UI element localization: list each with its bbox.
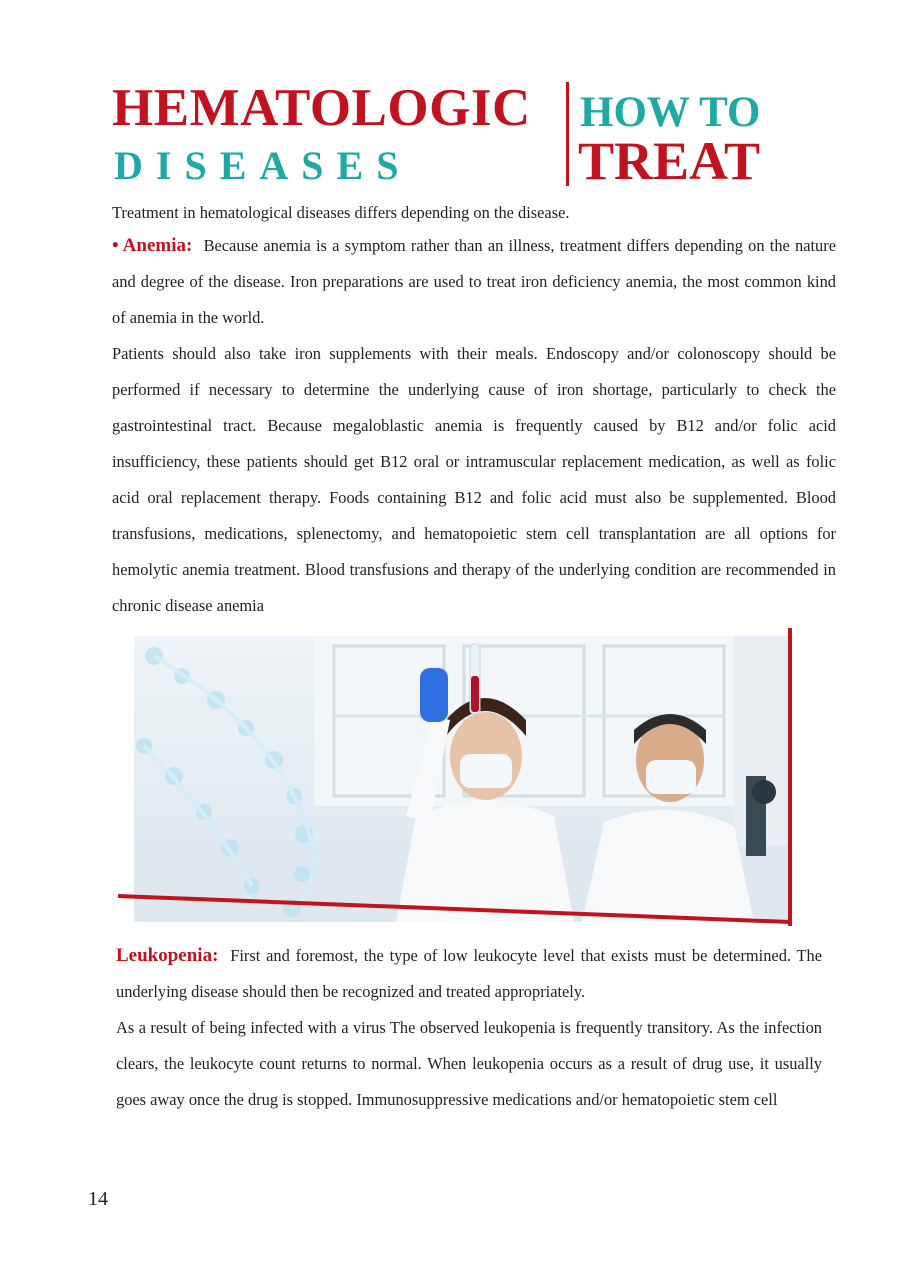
leukopenia-label: Leukopenia:	[116, 945, 219, 966]
title-right-top: HOW TO	[580, 89, 761, 136]
intro-paragraph: Treatment in hematological diseases differs depending on the disease.	[112, 203, 570, 222]
photo-frame-vertical	[788, 628, 792, 926]
title-main: HEMATOLOGIC	[112, 79, 531, 137]
anemia-text: Because anemia is a symptom rather than an illness, treatment differs depending on the nature and degree of the disease. Iron preparations are used to treat iron deficiency anemia, the most common kind of anemia in the world.	[112, 236, 836, 327]
page-number: 14	[88, 1188, 108, 1210]
title-right-bottom: TREAT	[578, 131, 761, 191]
bullet-icon: •	[112, 235, 119, 256]
anemia-paragraph-2: Patients should also take iron supplements with their meals. Endoscopy and/or colonoscopy should be performed if necessary to determine the underlying cause of iron shortage, particularly to check the gastrointestinal tract. Because megaloblastic anemia is frequently caused by B12 and/or folic acid insufficiency, these patients should get B12 oral or intramuscular replacement medication, as well as folic acid oral replacement therapy. Foods containing B12 and folic acid must also be supplemented. Blood transfusions, medications, splenectomy, and hematopoietic stem cell transplantation are all options for hemolytic anemia treatment. Blood transfusions and therapy of the underlying condition are recommended in chronic disease anemia	[112, 344, 836, 615]
title-sub: DISEASES	[114, 143, 412, 188]
leukopenia-paragraph	[116, 938, 822, 1118]
leukopenia-text-2: As a result of being infected with a virus The observed leukopenia is frequently transitory. As the infection clears, the leukocyte count returns to normal. When leukopenia occurs as a result of drug use, it usually goes away once the drug is stopped. Immunosuppressive medications and/or hematopoietic stem cell	[116, 1018, 822, 1109]
anemia-label: Anemia:	[122, 235, 193, 256]
leukopenia-text: First and foremost, the type of low leukocyte level that exists must be determined. The underlying disease should then be recognized and treated appropriately.	[116, 946, 822, 1001]
